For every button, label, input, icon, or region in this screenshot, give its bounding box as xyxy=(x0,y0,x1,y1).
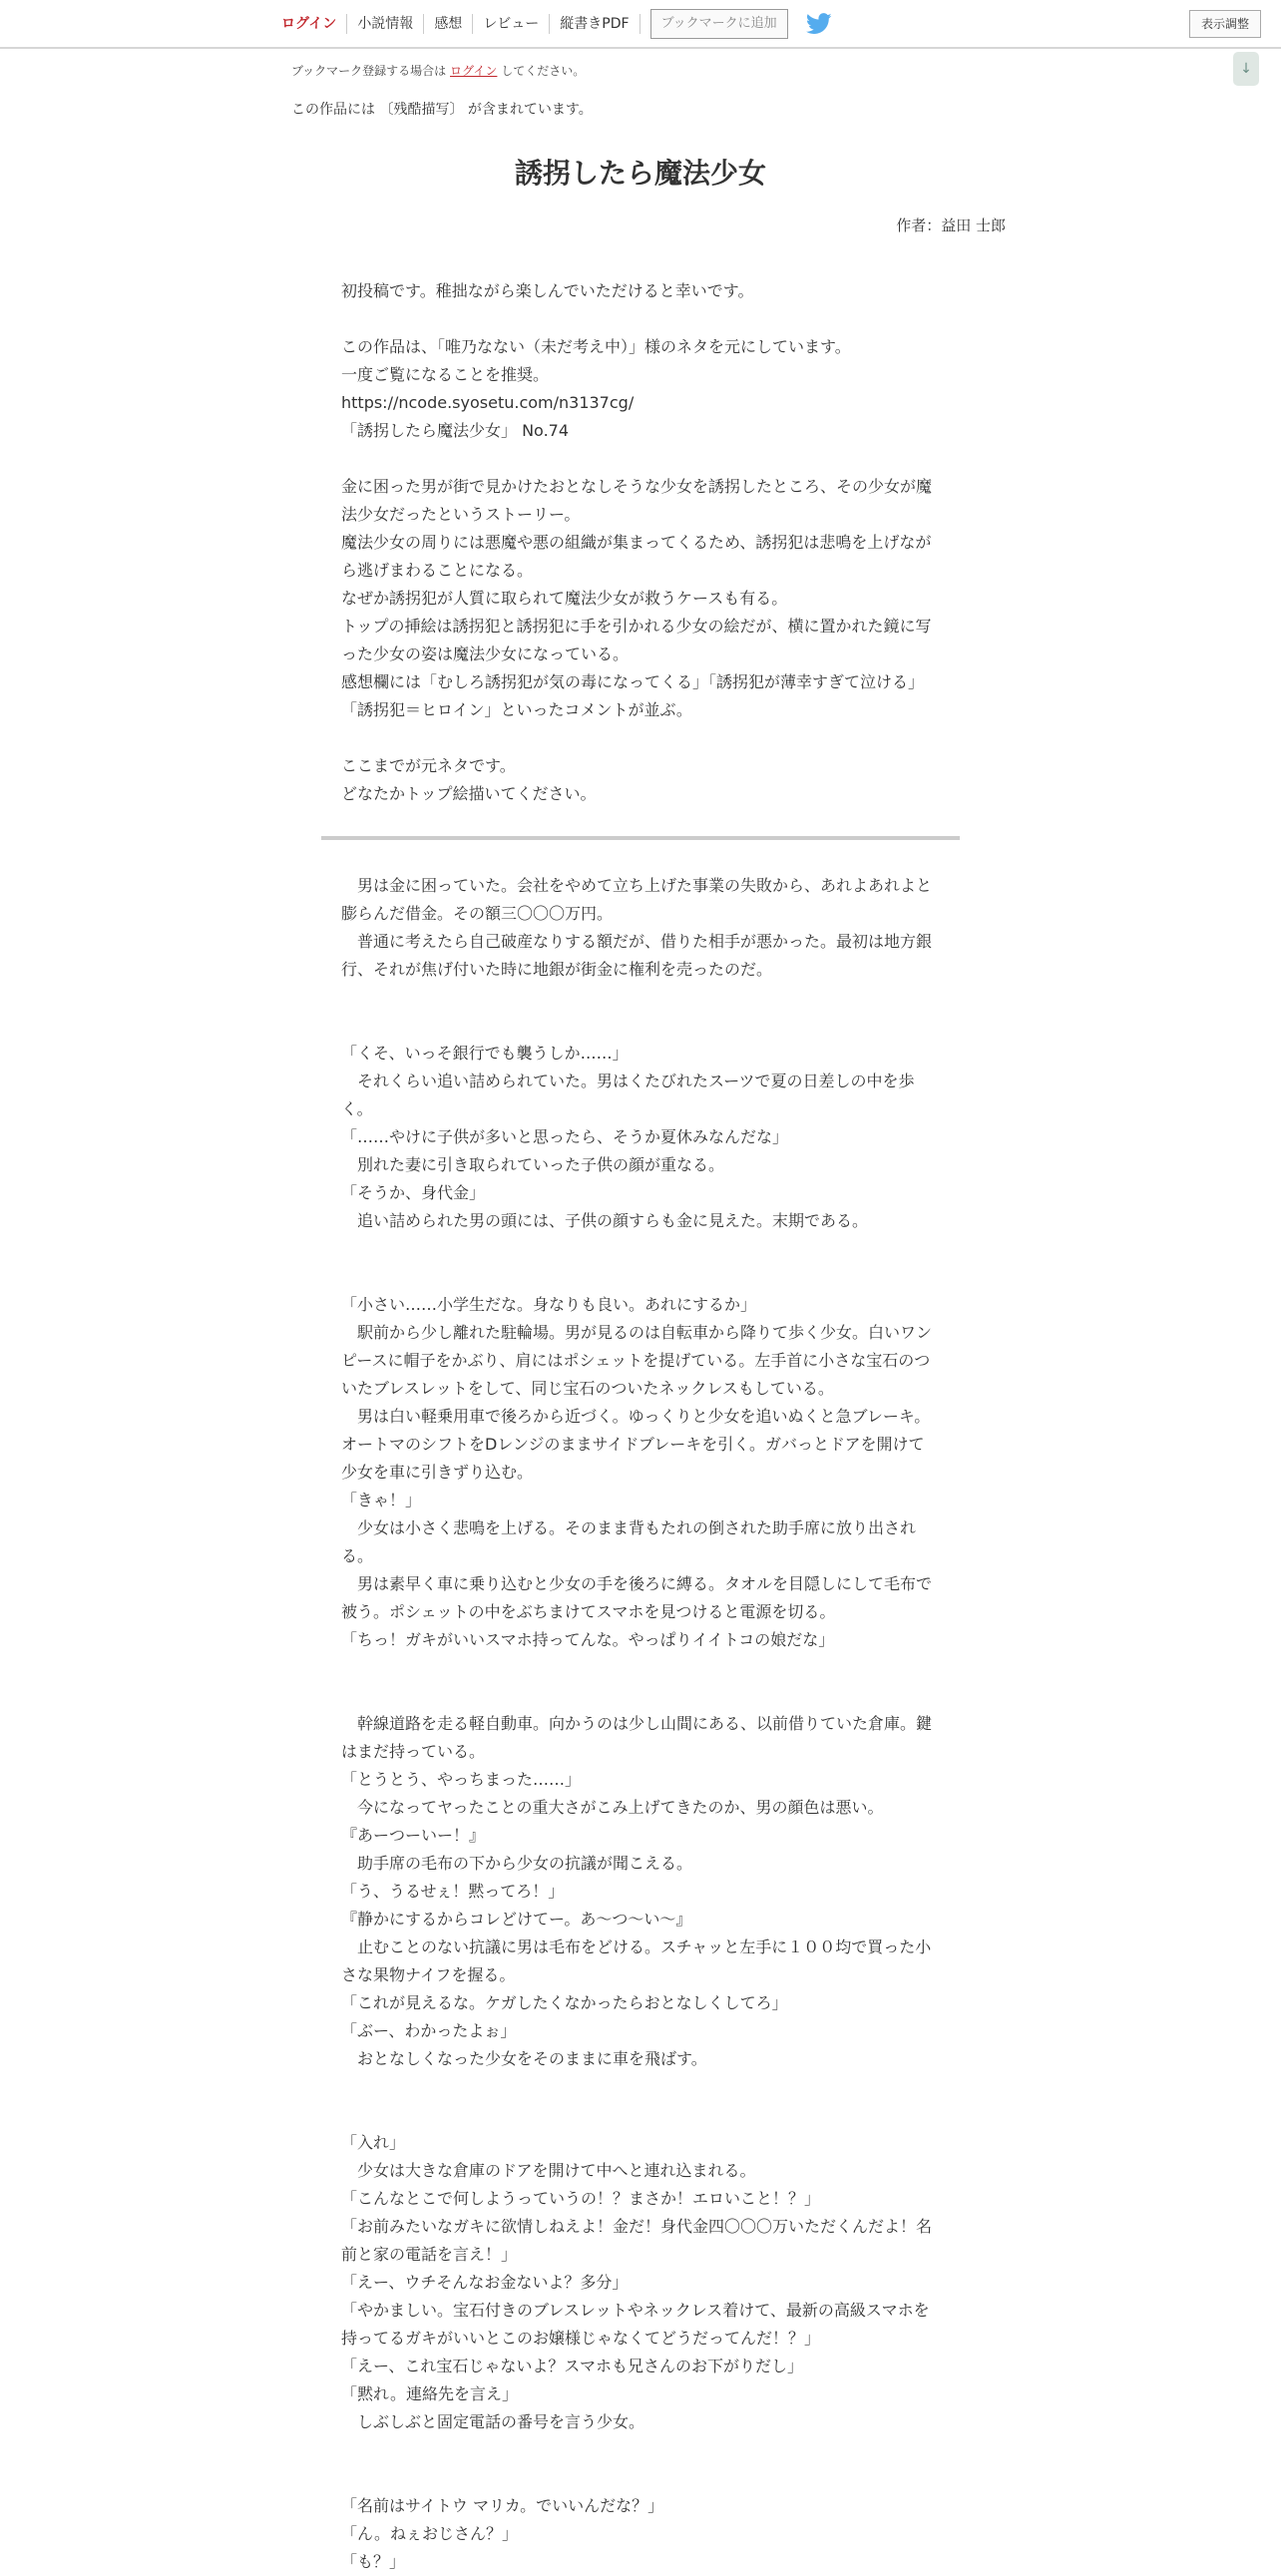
novel-body xyxy=(341,872,940,2576)
body-line: 「こんなとこで何しようっていうの！？まさか！エロいこと！？」 xyxy=(341,2189,821,2208)
body-line: 「これが見えるな。ケガしたくなかったらおとなしくしてろ」 xyxy=(341,1993,788,2012)
body-line: 男は金に困っていた。会社をやめて立ち上げた事業の失敗から、あれよあれよと xyxy=(341,876,933,895)
body-line: 「……やけに子供が多いと思ったら、そうか夏休みなんだな」 xyxy=(341,1127,789,1146)
body-line: る。 xyxy=(341,1546,374,1565)
nav-novel-info[interactable]: 小説情報 xyxy=(347,14,424,34)
preface-line: 「誘拐したら魔法少女」 No.74 xyxy=(341,421,570,440)
bookmark-notice xyxy=(291,62,585,79)
nav-impressions[interactable]: 感想 xyxy=(424,14,473,34)
notice-prefix: ブックマーク登録する場合は xyxy=(291,64,447,78)
body-line: 「入れ」 xyxy=(341,2133,406,2152)
body-line: 助手席の毛布の下から少女の抗議が聞こえる。 xyxy=(341,1854,693,1873)
body-line: それくらい追い詰められていた。男はくたびれたスーツで夏の日差しの中を歩 xyxy=(341,1072,915,1090)
body-line: ピースに帽子をかぶり、肩にはポシェットを提げている。左手首に小さな宝石のつ xyxy=(341,1351,931,1370)
display-settings-button[interactable]: 表示調整 xyxy=(1189,10,1261,38)
preface-line xyxy=(341,724,940,752)
novel-title: 誘拐したら魔法少女 xyxy=(514,157,766,190)
body-line: 持ってるガキがいいとこのお嬢様じゃなくてどうだってんだ！？」 xyxy=(341,2329,821,2348)
body-line: 少女を車に引きずり込む。 xyxy=(341,1463,534,1482)
preface-line: なぜか誘拐犯が人質に取られて魔法少女が救うケースも有る。 xyxy=(341,589,788,608)
body-line: 「やかましい。宝石付きのブレスレットやネックレス着けて、最新の高級スマホを xyxy=(341,2301,930,2320)
body-line xyxy=(341,1235,940,1263)
body-line xyxy=(341,1263,940,1291)
body-line xyxy=(341,2101,940,2129)
preface-line: ら逃げまわることになる。 xyxy=(341,561,534,580)
body-line: いたブレスレットをして、同じ宝石のついたネックレスもしている。 xyxy=(341,1379,834,1398)
body-line: 「とうとう、やっちまった……」 xyxy=(341,1770,582,1789)
preface-line: この作品は、「唯乃なない（未だ考え中）」様のネタを元にしています。 xyxy=(341,337,851,356)
preface-line: った少女の姿は魔法少女になっている。 xyxy=(341,644,630,663)
twitter-icon[interactable] xyxy=(806,13,832,35)
body-line: 「えー、これ宝石じゃないよ？スマホも兄さんのお下がりだし」 xyxy=(341,2357,804,2375)
body-line: 被う。ポシェットの中をぶちまけてスマホを見つけると電源を切る。 xyxy=(341,1602,836,1621)
divider xyxy=(321,836,960,840)
body-line: 『あーつーいー！』 xyxy=(341,1826,486,1845)
author-name[interactable]: 作者：益田 士郎 xyxy=(896,216,1006,234)
body-line xyxy=(341,1012,940,1040)
body-line: 『静かにするからコレどけてー。あ～つ～い～』 xyxy=(341,1910,692,1929)
nav-review[interactable]: レビュー xyxy=(473,14,550,34)
body-line: 今になってヤったことの重大さがこみ上げてきたのか、男の顔色は悪い。 xyxy=(341,1798,884,1817)
body-line: 止むことのない抗議に男は毛布をどける。スチャッと左手に１００均で買った小 xyxy=(341,1937,932,1956)
preface-line: どなたかトップ絵描いてください。 xyxy=(341,784,597,803)
body-line: 「きゃ！」 xyxy=(341,1491,422,1509)
nav-menu xyxy=(271,8,832,40)
body-line xyxy=(341,2073,940,2101)
body-line xyxy=(341,2464,940,2492)
body-line: 「ぶー、わかったよぉ」 xyxy=(341,2021,517,2040)
body-line: 「黙れ。連絡先を言え」 xyxy=(341,2384,518,2403)
body-line: 普通に考えたら自己破産なりする額だが、借りた相手が悪かった。最初は地方銀 xyxy=(341,932,933,951)
body-line: しぶしぶと固定電話の番号を言う少女。 xyxy=(341,2412,645,2431)
body-line: 別れた妻に引き取られていった子供の顔が重なる。 xyxy=(341,1155,725,1174)
preface-line: ここまでが元ネタです。 xyxy=(341,756,516,775)
body-line: 追い詰められた男の頭には、子供の顔すらも金に見えた。末期である。 xyxy=(341,1211,869,1230)
preface-line: https://ncode.syosetu.com/n3137cg/ xyxy=(341,393,635,412)
nav-login[interactable]: ログイン xyxy=(271,14,347,34)
body-line xyxy=(341,1682,940,1710)
body-line: 「名前はサイトウ マリカ。でいいんだな？」 xyxy=(341,2496,664,2515)
preface-line: 「誘拐犯＝ヒロイン」といったコメントが並ぶ。 xyxy=(341,700,692,719)
body-line: オートマのシフトをDレンジのままサイドブレーキを引く。ガバっとドアを開けて xyxy=(341,1435,925,1454)
preface-line: 一度ご覧になることを推奨。 xyxy=(341,365,550,384)
body-line: 前と家の電話を言え！」 xyxy=(341,2245,518,2264)
body-line: 「う、うるせぇ！黙ってろ！」 xyxy=(341,1882,565,1901)
body-line: 少女は小さく悲鳴を上げる。そのまま背もたれの倒された助手席に放り出され xyxy=(341,1518,917,1537)
body-line: 男は素早く車に乗り込むと少女の手を後ろに縛る。タオルを目隠しにして毛布で xyxy=(341,1574,933,1593)
body-line: はまだ持っている。 xyxy=(341,1742,486,1761)
preface-line xyxy=(341,305,940,333)
preface-line: 初投稿です。稚拙ながら楽しんでいただけると幸いです。 xyxy=(341,281,754,300)
body-line: おとなしくなった少女をそのままに車を飛ばす。 xyxy=(341,2049,707,2068)
body-line: 膨らんだ借金。その額三〇〇〇万円。 xyxy=(341,904,614,923)
body-line: 「お前みたいなガキに欲情しねえよ！金だ！身代金四〇〇〇万いただくんだよ！名 xyxy=(341,2217,933,2236)
preface-line: 魔法少女の周りには悪魔や悪の組織が集まってくるため、誘拐犯は悲鳴を上げなが xyxy=(341,533,932,552)
preface-line: 法少女だったというストーリー。 xyxy=(341,505,581,524)
nav-vertical-pdf[interactable]: 縦書きPDF xyxy=(550,14,640,34)
preface-line: 金に困った男が街で見かけたおとなしそうな少女を誘拐したところ、その少女が魔 xyxy=(341,477,933,496)
body-line: く。 xyxy=(341,1099,373,1118)
body-line: 「小さい……小学生だな。身なりも良い。あれにするか」 xyxy=(341,1295,757,1314)
body-line: 行、それが焦げ付いた時に地銀が街金に権利を売ったのだ。 xyxy=(341,960,773,979)
body-line: 「えー、ウチそんなお金ないよ？多分」 xyxy=(341,2273,629,2292)
body-line xyxy=(341,984,940,1012)
content-warning: この作品には 〔残酷描写〕 が含まれています。 xyxy=(291,102,593,118)
body-line xyxy=(341,1654,940,1682)
body-line: 駅前から少し離れた駐輪場。男が見るのは自転車から降りて歩く少女。白いワン xyxy=(341,1323,933,1342)
body-line: 幹線道路を走る軽自動車。向かうのは少し山間にある、以前借りていた倉庫。鍵 xyxy=(341,1714,933,1733)
body-line xyxy=(341,2436,940,2464)
body-line: さな果物ナイフを握る。 xyxy=(341,1965,516,1984)
preface-line: 感想欄には「むしろ誘拐犯が気の毒になってくる」「誘拐犯が薄幸すぎて泣ける」 xyxy=(341,672,925,691)
body-line: 「ちっ！ガキがいいスマホ持ってんな。やっぱりイイトコの娘だな」 xyxy=(341,1630,835,1649)
body-line: 少女は大きな倉庫のドアを開けて中へと連れ込まれる。 xyxy=(341,2161,756,2180)
bookmark-button[interactable]: ブックマークに追加 xyxy=(650,9,788,39)
preface-text xyxy=(341,277,940,808)
body-line: 男は白い軽乗用車で後ろから近づく。ゆっくりと少女を追いぬくと急ブレーキ。 xyxy=(341,1407,931,1426)
preface-line xyxy=(341,445,940,473)
body-line: 「くそ、いっそ銀行でも襲うしか……」 xyxy=(341,1044,629,1063)
notice-suffix: してください。 xyxy=(501,64,586,78)
top-bar xyxy=(0,0,1281,49)
scroll-down-button[interactable]: ↓ xyxy=(1233,52,1259,86)
notice-login-link[interactable]: ログイン xyxy=(450,64,498,78)
body-line: 「そうか、身代金」 xyxy=(341,1183,486,1202)
preface-line: トップの挿絵は誘拐犯と誘拐犯に手を引かれる少女の絵だが、横に置かれた鏡に写 xyxy=(341,617,932,636)
body-line: 「も？」 xyxy=(341,2552,406,2571)
body-line: 「ん。ねぇおじさん？」 xyxy=(341,2524,518,2543)
